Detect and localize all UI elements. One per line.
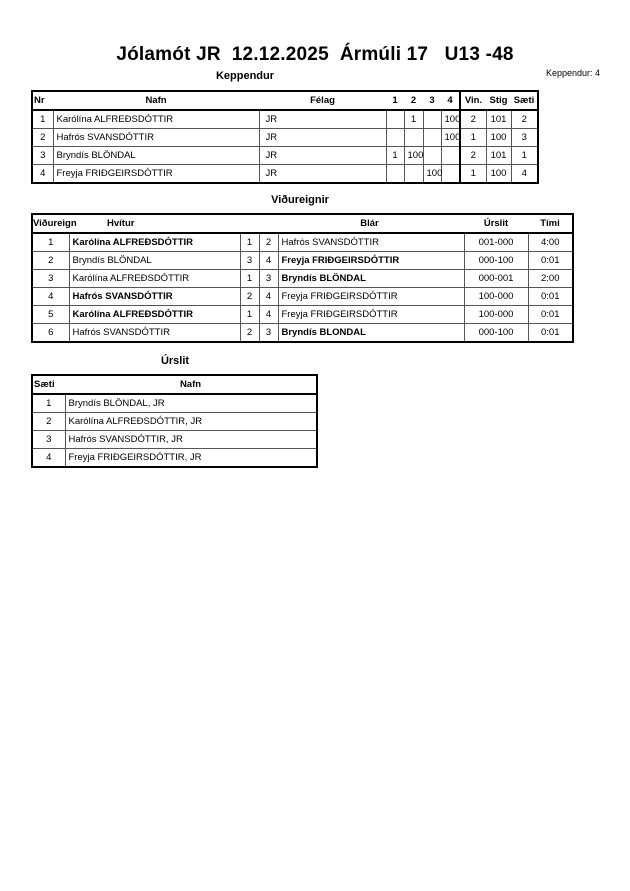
player-club: JR [259, 147, 386, 165]
match-number: 5 [32, 306, 69, 324]
match-white-player: Karólína ALFREÐSDÓTTIR [69, 233, 240, 252]
match-blue-player: Bryndís BLONDAL [278, 324, 464, 343]
player-round-1 [386, 129, 404, 147]
col-name: Nafn [65, 375, 317, 394]
player-row [32, 147, 538, 165]
match-row [32, 306, 573, 324]
player-round-2 [404, 165, 423, 184]
match-row [32, 288, 573, 306]
player-row [32, 165, 538, 184]
match-blue-player: Hafrós SVANSDÓTTIR [278, 233, 464, 252]
player-place: 2 [511, 110, 538, 129]
result-row [32, 394, 317, 413]
match-white-player: Hafrós SVANSDÓTTIR [69, 324, 240, 343]
match-row [32, 233, 573, 252]
player-name: Hafrós SVANSDÓTTIR [53, 129, 259, 147]
player-club: JR [259, 110, 386, 129]
match-time: 0:01 [528, 306, 573, 324]
player-round-4 [441, 165, 460, 184]
result-name: Bryndís BLÖNDAL, JR [65, 394, 317, 413]
player-round-4: 100 [441, 129, 460, 147]
match-blue-nr: 2 [259, 233, 278, 252]
player-points: 101 [486, 110, 511, 129]
player-round-3 [423, 147, 441, 165]
match-white-player: Karólína ALFREÐSDÓTTIR [69, 270, 240, 288]
player-round-1 [386, 165, 404, 184]
match-white-nr: 2 [240, 324, 259, 343]
match-number: 1 [32, 233, 69, 252]
match-number: 2 [32, 252, 69, 270]
player-name: Karólína ALFREÐSDÓTTIR [53, 110, 259, 129]
col-blue-nr [259, 214, 278, 233]
match-result: 000-100 [464, 324, 528, 343]
player-place: 4 [511, 165, 538, 184]
match-result: 100-000 [464, 288, 528, 306]
match-blue-nr: 4 [259, 288, 278, 306]
col-place: Sæti [511, 91, 538, 110]
col-result: Úrslit [464, 214, 528, 233]
match-white-nr: 1 [240, 270, 259, 288]
match-result: 000-001 [464, 270, 528, 288]
match-white-nr: 3 [240, 252, 259, 270]
player-round-3 [423, 110, 441, 129]
match-blue-nr: 4 [259, 252, 278, 270]
player-wins: 1 [460, 165, 486, 184]
players-count: Keppendur: 4 [545, 68, 600, 78]
match-time: 4:00 [528, 233, 573, 252]
match-time: 2:00 [528, 270, 573, 288]
match-blue-player: Freyja FRIÐGEIRSDÓTTIR [278, 288, 464, 306]
match-white-nr: 1 [240, 233, 259, 252]
col-club: Félag [259, 91, 386, 110]
matches-table [31, 213, 574, 343]
col-round-1: 1 [386, 91, 404, 110]
player-nr: 1 [32, 110, 53, 129]
result-row [32, 413, 317, 431]
result-name: Freyja FRIÐGEIRSDÓTTIR, JR [65, 449, 317, 468]
match-time: 0:01 [528, 252, 573, 270]
page-title [0, 44, 630, 66]
match-time: 0:01 [528, 324, 573, 343]
match-result: 100-000 [464, 306, 528, 324]
match-white-nr: 1 [240, 306, 259, 324]
player-nr: 2 [32, 129, 53, 147]
col-round-4: 4 [441, 91, 460, 110]
col-points: Stig [486, 91, 511, 110]
event-name: Jólamót JR [116, 44, 221, 65]
result-row [32, 431, 317, 449]
col-place: Sæti [32, 375, 65, 394]
result-place: 4 [32, 449, 65, 468]
player-round-4: 100 [441, 110, 460, 129]
player-wins: 2 [460, 110, 486, 129]
players-table [31, 90, 539, 184]
result-name: Hafrós SVANSDÓTTIR, JR [65, 431, 317, 449]
player-club: JR [259, 129, 386, 147]
match-result: 000-100 [464, 252, 528, 270]
player-points: 101 [486, 147, 511, 165]
event-group: U13 -48 [444, 44, 514, 65]
player-round-2: 1 [404, 110, 423, 129]
result-place: 2 [32, 413, 65, 431]
match-blue-player: Bryndís BLÖNDAL [278, 270, 464, 288]
col-white-nr [240, 214, 259, 233]
matches-section-title: Viðureignir [271, 194, 329, 206]
players-header-row [32, 91, 538, 110]
player-round-4 [441, 147, 460, 165]
player-row [32, 110, 538, 129]
col-white: Hvítur [69, 214, 240, 233]
player-round-3: 100 [423, 165, 441, 184]
match-blue-player: Freyja FRIÐGEIRSDÓTTIR [278, 252, 464, 270]
col-name: Nafn [53, 91, 259, 110]
event-date: 12.12.2025 [231, 44, 329, 65]
player-wins: 2 [460, 147, 486, 165]
player-nr: 3 [32, 147, 53, 165]
player-nr: 4 [32, 165, 53, 184]
results-table [31, 374, 318, 468]
result-name: Karólína ALFREÐSDÓTTIR, JR [65, 413, 317, 431]
match-number: 6 [32, 324, 69, 343]
player-points: 100 [486, 165, 511, 184]
player-place: 3 [511, 129, 538, 147]
player-club: JR [259, 165, 386, 184]
result-row [32, 449, 317, 468]
player-round-3 [423, 129, 441, 147]
col-blue: Blár [278, 214, 464, 233]
match-time: 0:01 [528, 288, 573, 306]
match-result: 001-000 [464, 233, 528, 252]
match-blue-nr: 4 [259, 306, 278, 324]
player-name: Freyja FRIÐGEIRSDÓTTIR [53, 165, 259, 184]
match-blue-player: Freyja FRIÐGEIRSDÓTTIR [278, 306, 464, 324]
match-row [32, 270, 573, 288]
col-round-2: 2 [404, 91, 423, 110]
col-round-3: 3 [423, 91, 441, 110]
match-row [32, 324, 573, 343]
event-venue: Ármúli 17 [339, 44, 429, 65]
player-round-1 [386, 110, 404, 129]
col-wins: Vin. [460, 91, 486, 110]
result-place: 3 [32, 431, 65, 449]
player-round-1: 1 [386, 147, 404, 165]
player-name: Bryndís BLÖNDAL [53, 147, 259, 165]
matches-header-row [32, 214, 573, 233]
match-blue-nr: 3 [259, 270, 278, 288]
match-number: 3 [32, 270, 69, 288]
result-place: 1 [32, 394, 65, 413]
player-round-2: 100 [404, 147, 423, 165]
player-points: 100 [486, 129, 511, 147]
player-wins: 1 [460, 129, 486, 147]
col-nr: Nr [32, 91, 53, 110]
match-white-player: Bryndís BLÖNDAL [69, 252, 240, 270]
match-white-player: Karólína ALFREÐSDÓTTIR [69, 306, 240, 324]
player-round-2 [404, 129, 423, 147]
player-row [32, 129, 538, 147]
player-place: 1 [511, 147, 538, 165]
col-match: Viðureign [32, 214, 69, 233]
results-section-title: Úrslit [160, 355, 190, 367]
match-blue-nr: 3 [259, 324, 278, 343]
results-header-row [32, 375, 317, 394]
match-number: 4 [32, 288, 69, 306]
players-section-title: Keppendur [215, 70, 275, 82]
match-white-nr: 2 [240, 288, 259, 306]
match-row [32, 252, 573, 270]
match-white-player: Hafrós SVANSDÓTTIR [69, 288, 240, 306]
col-time: Tími [528, 214, 573, 233]
